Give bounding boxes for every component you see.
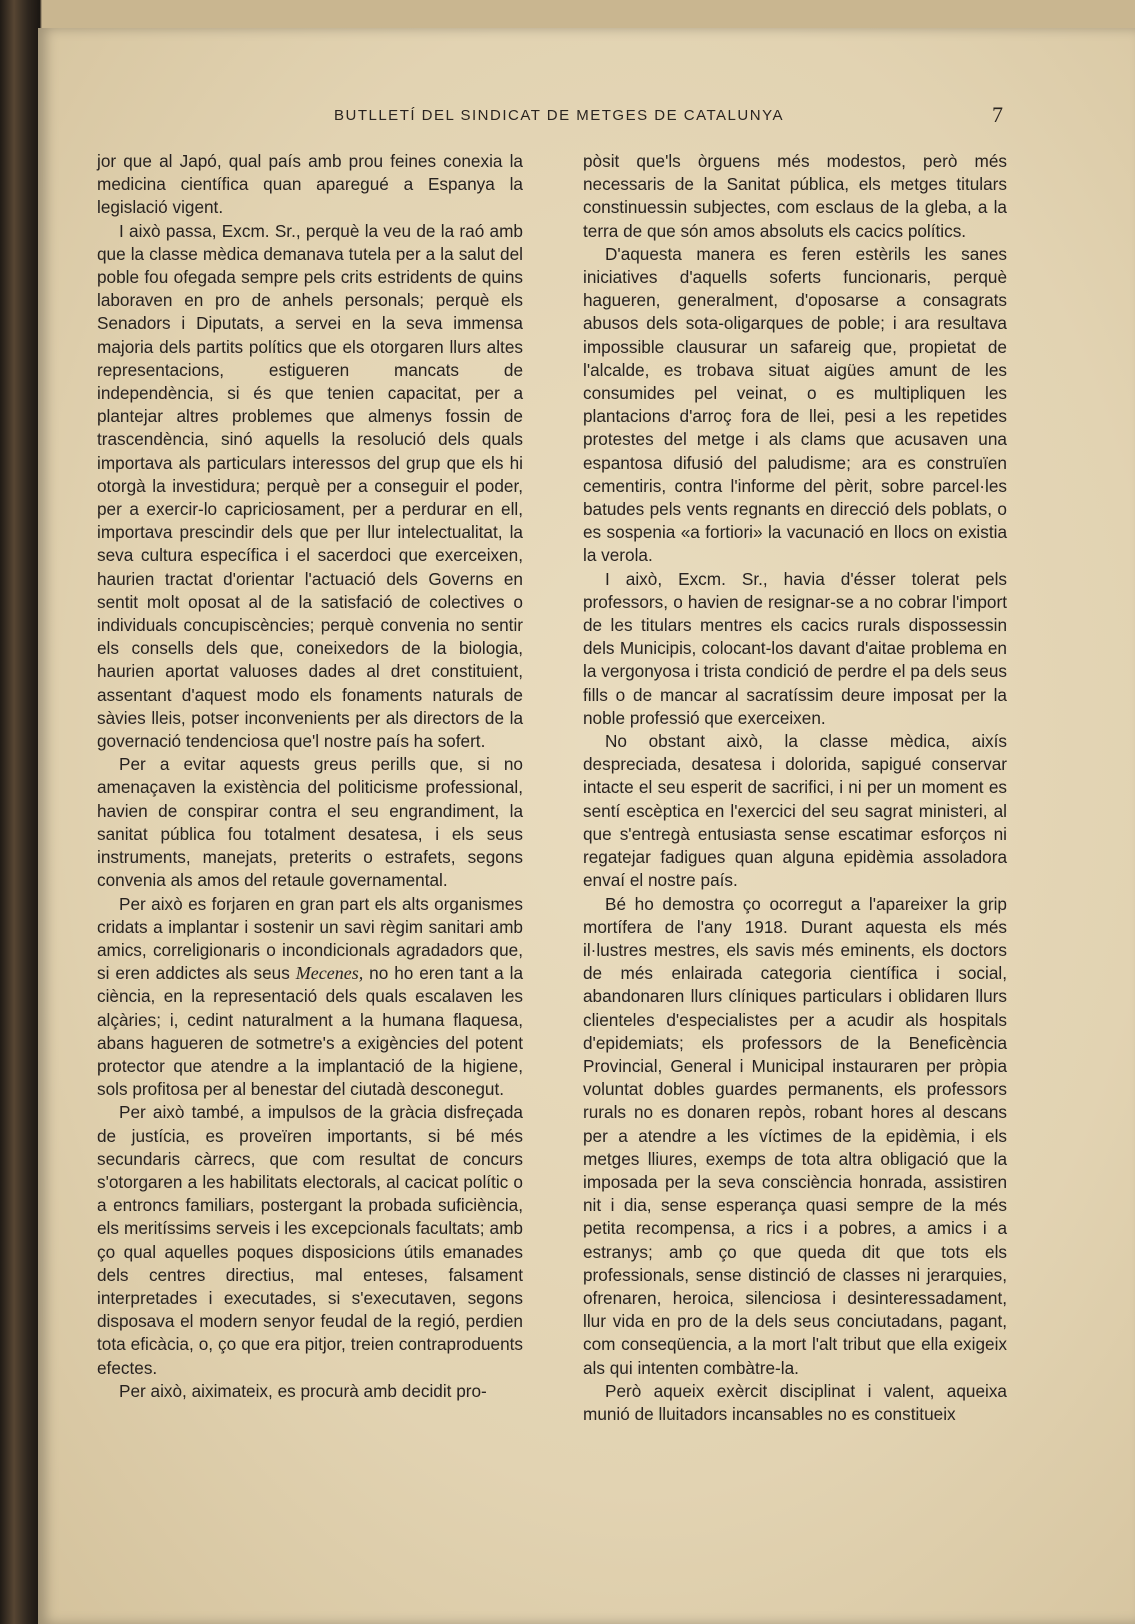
paragraph — [97, 893, 523, 1102]
paragraph: D'aquesta manera es feren estèrils les sanes iniciatives d'aquells soferts funcionaris, perquè hagueren, generalment, d'oposarse a consagrats abusos dels sota-oligarques de poble; i ara resultava impossible clausurar un safareig que, propietat de l'alcalde, es trobava situat aigües amunt de les consumides pel veinat, o es multipliquen les plantacions d'arroç fora de llei, pesi a les repetides protestes del metge i als clams que acusaven una espantosa difusió del paludisme; ara es construïen cementiris, contra l'informe del pèrit, sobre parcel·les batudes pels vents regnants en direcció dels poblats, o es sospenia «a fortiori» la vacunació en llocs on existia la verola. — [583, 243, 1007, 566]
paragraph: Per a evitar aquests greus perills que, si no amenaçaven la existència del politicisme professional, havien de conspirar contra el seu engrandiment, la sanitat pública fou totalment desatesa, i els seus instruments, manejats, preterits o estrafets, segons convenia als amos del retaule governamental. — [97, 754, 523, 891]
paragraph: Bé ho demostra ço ocorregut a l'apareixer la grip mortífera de l'any 1918. Durant aquesta els més il·lustres mestres, els savis més eminents, els doctors de més enlairada categoria científica i social, abandonaren llurs clíniques particulars i oblidaren llurs clienteles d'especialistes per a acudir als hospitals d'epidemiats; els professors de la Beneficència Provincial, General i Municipal instauraren per pròpia voluntat dobles guardes permanents, els professors rurals no es donaren repòs, robant hores al descans per a atendre a les víctimes de la epidèmia, i els metges lliures, exemps de tota altra obligació que la imposada per la seva consciència honrada, assistiren nit i dia, sense esperança quasi sempre de la més petita recompensa, a rics i a pobres, a amics i a estranys; amb ço que queda dit que tots els professionals, sense distinció de classes ni jerarquies, ofrenaren, heroica, silenciosa i desinteressadament, llur vida en pro de la dels seus conciutadans, pagant, com conseqüencia, a la mort l'alt tribut que ella exigeix als qui intenten combàtre-la. — [583, 893, 1007, 1378]
page-number: 7 — [992, 102, 1003, 127]
paragraph: Per això també, a impulsos de la gràcia disfreçada de justícia, es proveïren importants, si bé més secundaris càrrecs, que com resultat de concurs s'otorgaren a les habilitats electorals, al cacicat polític o a entroncs familiars, postergant la probada suficiència, els meritíssims serveis i les excepcionals facultats; amb ço qual aquelles poques disposicions útils emanades dels centres directius, mal enteses, falsament interpretades i executades, si s'executaven, segons disposava el modern senyor feudal de la regió, perdien tota eficàcia, o, ço que era pitjor, treien contraproduents efectes. — [97, 1102, 523, 1378]
left-column — [97, 150, 523, 1403]
running-header: BUTLLETÍ DEL SINDICAT DE METGES DE CATALUNYA — [334, 107, 784, 124]
paragraph: No obstant això, la classe mèdica, aixís despreciada, desatesa i dolorida, sapigué conservar intacte el seu esperit de sacrifici, i ni per un moment es sentí escèptica en l'exercici del seu sagrat ministeri, al que s'entregà entusiasta sense escatimar esforços ni regatejar fadigues quan alguna epidèmia assoladora envaí el nostre país. — [583, 731, 1007, 891]
book-spine — [0, 0, 40, 1624]
paragraph: Per això, aiximateix, es procurà amb decidit pro- — [119, 1380, 487, 1401]
paragraph: I això passa, Excm. Sr., perquè la veu de la raó amb que la classe mèdica demanava tutela per a la salut del poble fou ofegada sempre pels crits estridents de quins laboraven en pro de anhels personals; perquè els Senadors i Diputats, a servei en la seva immensa majoria dels partits polítics que els otorgaren llurs altes representacions, estigueren mancats de independència, si és que tenien capacitat, per a plantejar altres problemes que almenys fossin de trascendència, sinó aquells la resolució dels quals importava als particulars interessos del grup que els hi otorgà la investidura; perquè per a conseguir el poder, per a exercir-lo capriciosament, per a perdurar en ell, importava prescindir dels que per llur intelectualitat, la seva cultura específica i el sacerdoci que exerceixen, haurien tractat d'orientar l'actuació dels Governs en sentit molt oposat al de la satisfació de colectives o individuals concupiscències; perquè convenia no sentir els consells dels que, coneixedors de la biologia, haurien aportat valuoses dades al dret constituient, assentant d'aquest modo els fonaments naturals de sàvies lleis, potser inconvenients per als directors de la governació tendenciosa que'l nostre país ha sofert. — [97, 220, 523, 752]
paragraph: pòsit que'ls òrguens més modestos, però més necessaris de la Sanitat pública, els metges titulars constinuessin subjectes, com esclaus de la gleba, a la terra de que són amos absoluts els cacics polítics. — [583, 151, 1007, 241]
right-column — [583, 150, 1007, 1426]
paragraph: I això, Excm. Sr., havia d'ésser tolerat pels professors, o havien de resignar-se a no cobrar l'import de les titulars mentres els cacics rurals dispossessin dels Municipis, colocant-los davant d'aitae problema en la vergonyosa i trista condició de perdre el pa dels seus fills o de mancar al sacratíssim deure imposat per la noble professió que exerceixen. — [583, 568, 1007, 728]
italic-word: Mecenes, — [295, 963, 364, 984]
paragraph: Però aqueix exèrcit disciplinat i valent, aqueixa munió de lluitadors incansables no es constitueix — [583, 1380, 1007, 1424]
paragraph-text: Per això es forjaren en gran part els alts organismes cridats a implantar i sostenir un savi règim sanitari amb amics, correligionaris o incondicionals agradadors que, si eren addictes als seus — [97, 893, 523, 984]
paragraph: jor que al Japó, qual país amb prou feines conexia la medicina científica quan aparegué a Espanya la legislació vigent. — [97, 151, 523, 218]
paragraph-text: no ho eren tant a la ciència, en la representació dels quals escalaven les alçàries; i, cedint naturalment a la humana flaquesa, abans hagueren de sotmetre's a exigències del potent protector que atendre a la implantació de la higiene, sols profitosa per al benestar del ciutadà desconegut. — [97, 963, 524, 1100]
